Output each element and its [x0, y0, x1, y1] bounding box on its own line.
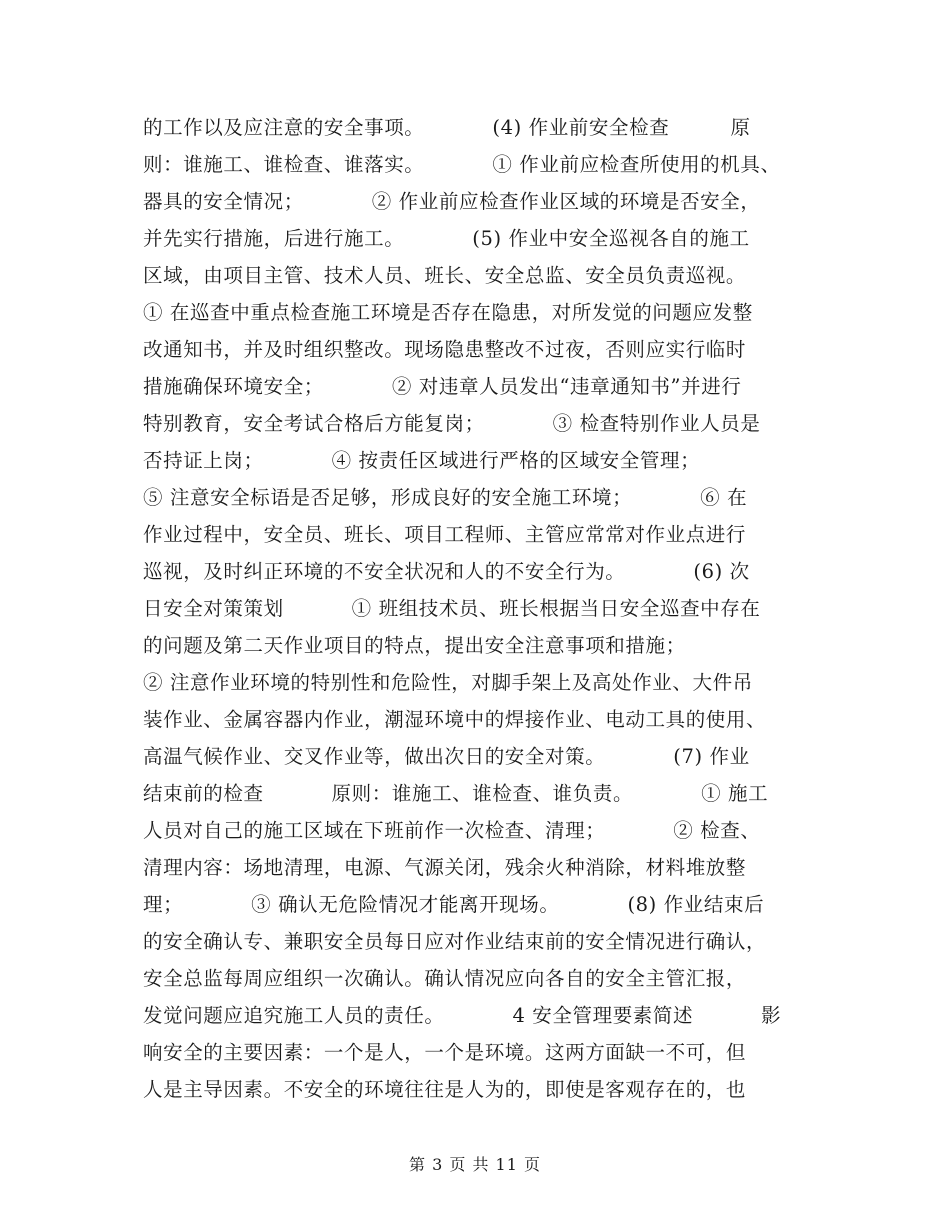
- text-line: 理； ③ 确认无危险情况才能离开现场。 (8) 作业结束后: [143, 893, 765, 916]
- text-line: 高温气候作业、交叉作业等，做出次日的安全对策。 (7) 作业: [143, 745, 750, 768]
- text-line: 并先实行措施，后进行施工。 (5) 作业中安全巡视各自的施工: [143, 227, 750, 250]
- text-line: 发觉问题应追究施工人员的责任。 4 安全管理要素简述 影: [143, 1004, 782, 1027]
- text-line: 安全总监每周应组织一次确认。确认情况应向各自的安全主管汇报，: [143, 967, 747, 990]
- text-line: 作业过程中，安全员、班长、项目工程师、主管应常常对作业点进行: [143, 523, 747, 546]
- text-line: 日安全对策策划 ① 班组技术员、班长根据当日安全巡查中存在: [143, 597, 761, 620]
- text-line: ② 注意作业环境的特别性和危险性，对脚手架上及高处作业、大件吊: [143, 671, 753, 694]
- text-line: 结束前的检查 原则：谁施工、谁检查、谁负责。 ① 施工: [143, 782, 769, 805]
- text-line: 否持证上岗； ④ 按责任区域进行严格的区域安全管理；: [143, 449, 701, 472]
- body-text: [143, 109, 823, 1108]
- text-line: 特别教育，安全考试合格后方能复岗； ③ 检查特别作业人员是: [143, 412, 761, 435]
- text-line: 改通知书，并及时组织整改。现场隐患整改不过夜，否则应实行临时: [143, 338, 747, 361]
- text-line: 响安全的主要因素：一个是人，一个是环境。这两方面缺一不可，但: [143, 1041, 747, 1064]
- text-line: 的问题及第二天作业项目的特点，提出安全注意事项和措施；: [143, 634, 686, 657]
- text-line: ⑤ 注意安全标语是否足够，形成良好的安全施工环境； ⑥ 在: [143, 486, 748, 509]
- text-line: 则：谁施工、谁检查、谁落实。 ① 作业前应检查所使用的机具、: [143, 153, 781, 176]
- text-line: 器具的安全情况； ② 作业前应检查作业区域的环境是否安全，: [143, 190, 761, 213]
- text-line: 措施确保环境安全； ② 对违章人员发出“违章通知书”并进行: [143, 375, 742, 398]
- text-line: 装作业、金属容器内作业，潮湿环境中的焊接作业、电动工具的使用、: [143, 708, 767, 731]
- text-line: 人是主导因素。不安全的环境往往是人为的，即使是客观存在的，也: [143, 1078, 747, 1101]
- text-line: 人员对自己的施工区域在下班前作一次检查、清理； ② 检查、: [143, 819, 761, 842]
- text-line: 的安全确认专、兼职安全员每日应对作业结束前的安全情况进行确认，: [143, 930, 767, 953]
- page-number-footer: 第 3 页 共 11 页: [409, 1155, 541, 1174]
- text-line: ① 在巡查中重点检查施工环境是否存在隐患，对所发觉的问题应发整: [143, 301, 753, 324]
- text-line: 的工作以及应注意的安全事项。 (4) 作业前安全检查 原: [143, 116, 751, 139]
- text-line: 清理内容：场地清理，电源、气源关闭，残余火种消除，材料堆放整: [143, 856, 747, 879]
- text-line: 巡视，及时纠正环境的不安全状况和人的不安全行为。 (6) 次: [143, 560, 750, 583]
- text-line: 区域，由项目主管、技术人员、班长、安全总监、安全员负责巡视。: [143, 264, 747, 287]
